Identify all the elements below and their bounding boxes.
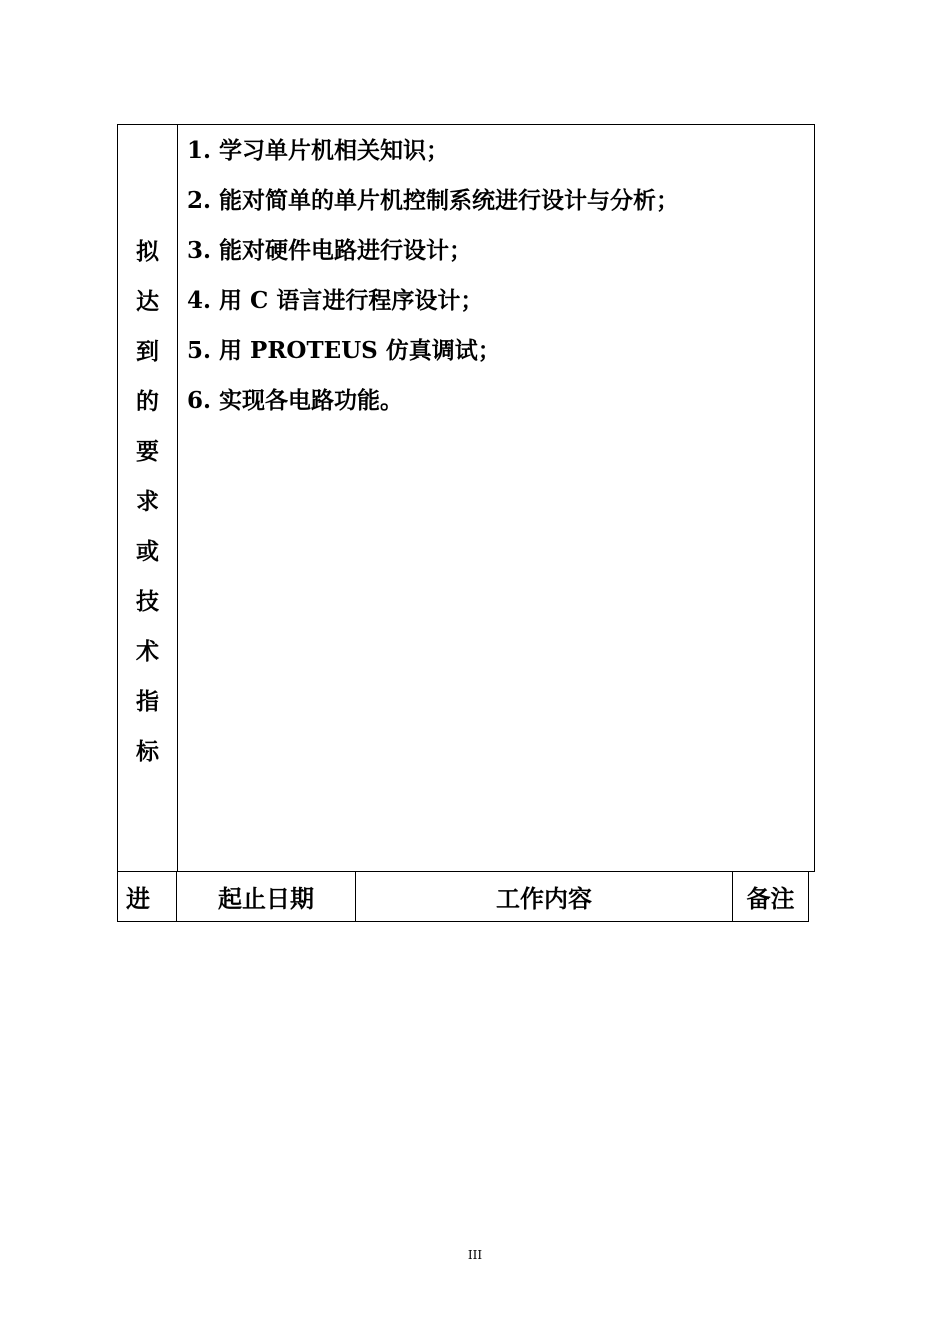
label-char: 到 — [136, 338, 159, 365]
label-char: 或 — [136, 538, 159, 565]
requirement-item: 5. 用 PROTEUS 仿真调试； — [187, 337, 501, 364]
schedule-label: 进 — [118, 872, 177, 921]
label-char: 术 — [136, 638, 159, 665]
remarks-header: 备注 — [746, 884, 795, 913]
requirement-item: 3. 能对硬件电路进行设计； — [187, 237, 473, 264]
column-divider — [177, 125, 178, 871]
label-char: 技 — [136, 588, 159, 615]
work-content-header: 工作内容 — [356, 872, 733, 921]
requirements-label — [118, 227, 177, 777]
requirements-block — [117, 124, 815, 872]
label-char: 的 — [136, 388, 159, 415]
requirement-item: 1. 学习单片机相关知识； — [187, 137, 450, 164]
requirement-item: 6. 实现各电路功能。 — [187, 387, 404, 414]
label-char: 拟 — [136, 238, 159, 265]
page-number: III — [467, 1248, 483, 1262]
label-char: 求 — [136, 488, 159, 515]
date-range-header: 起止日期 — [177, 872, 356, 921]
label-char: 指 — [136, 688, 159, 715]
label-char: 标 — [136, 738, 159, 765]
label-char: 要 — [136, 438, 159, 465]
requirements-list — [187, 125, 804, 425]
requirement-item: 4. 用 C 语言进行程序设计； — [187, 287, 484, 314]
schedule-header-row — [117, 871, 809, 922]
label-char: 达 — [136, 288, 159, 315]
requirement-item: 2. 能对简单的单片机控制系统进行设计与分析； — [187, 187, 680, 214]
